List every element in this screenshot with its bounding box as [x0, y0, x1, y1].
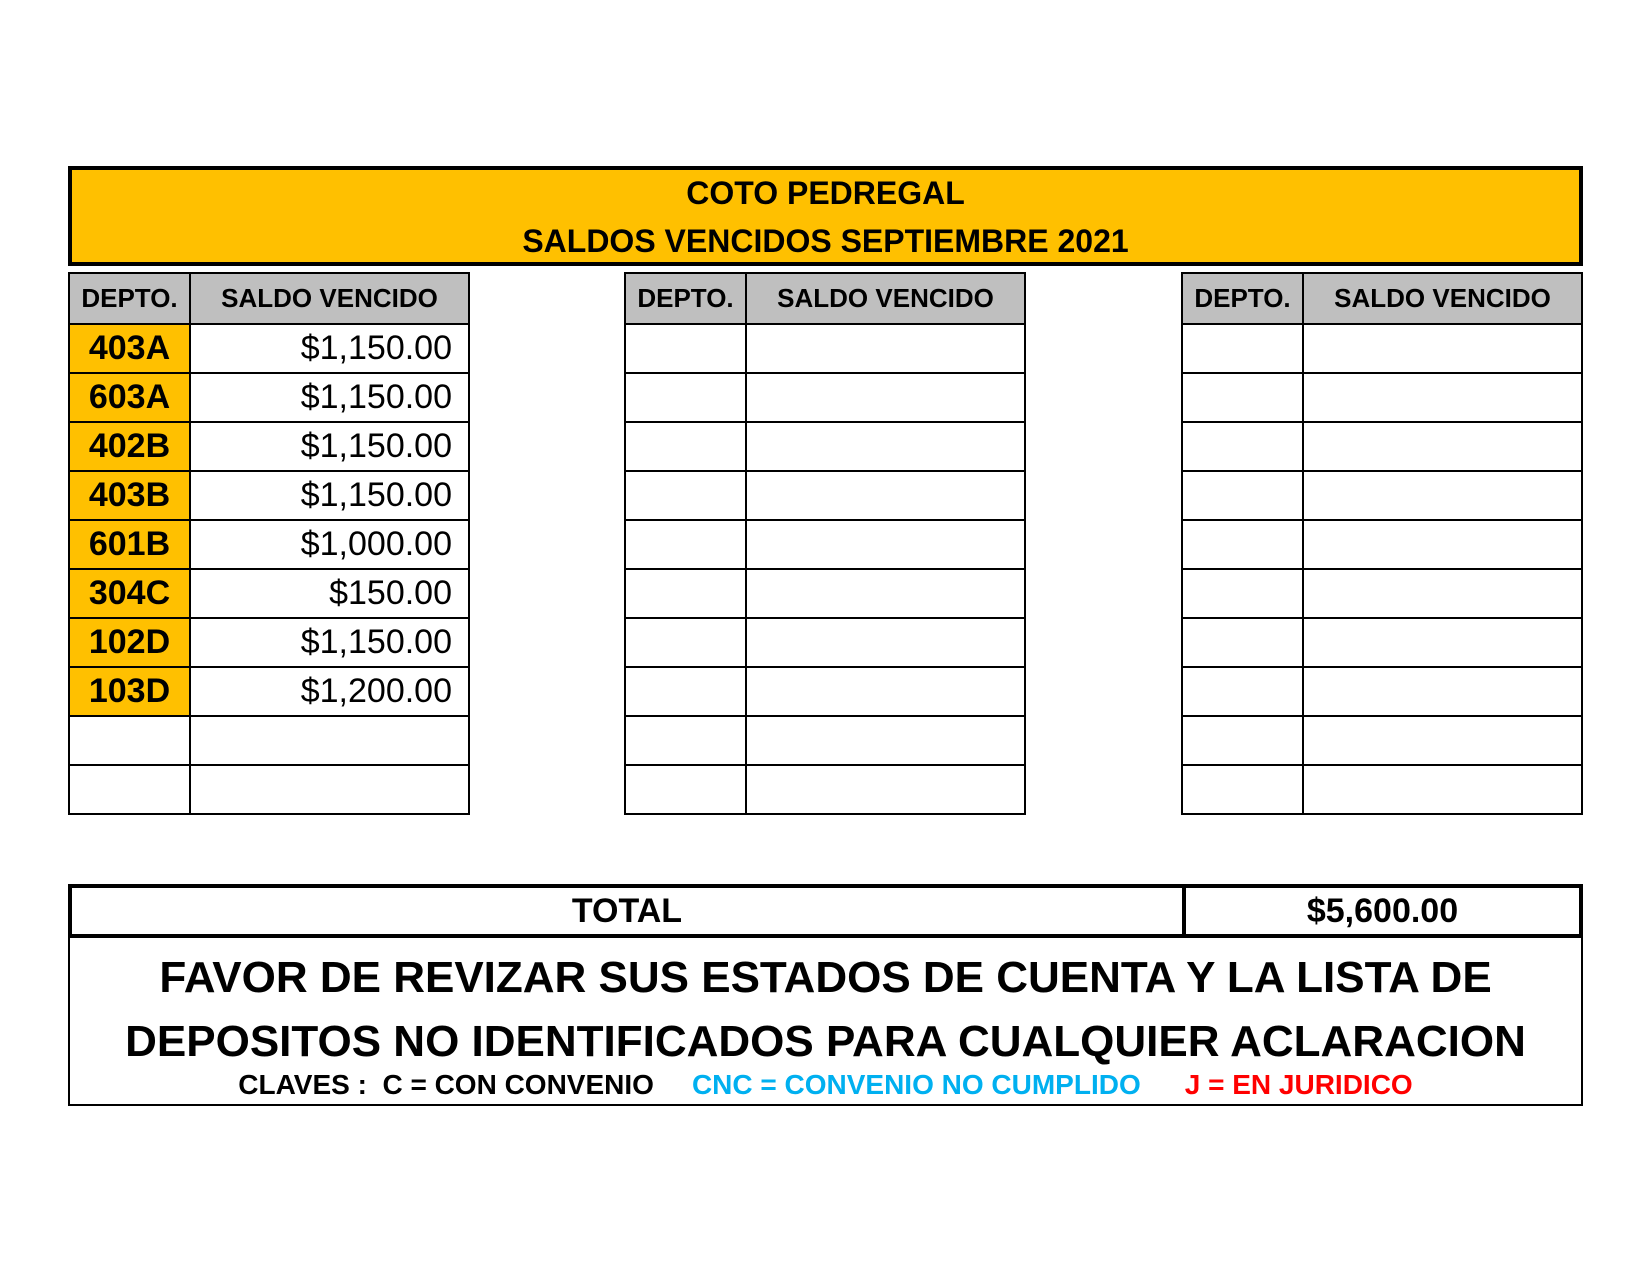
saldo-cell [1303, 471, 1582, 520]
balances-table-3 [1181, 272, 1583, 815]
table-row-empty [1182, 765, 1582, 814]
total-row [68, 884, 1583, 938]
table-row-empty [1182, 324, 1582, 373]
total-label: TOTAL [72, 888, 1186, 934]
depto-cell [625, 324, 746, 373]
saldo-cell [746, 667, 1025, 716]
depto-cell [1182, 618, 1303, 667]
saldo-cell [746, 765, 1025, 814]
depto-cell [1182, 569, 1303, 618]
notice-line-2: DEPOSITOS NO IDENTIFICADOS PARA CUALQUIER ACLARACION [125, 1017, 1526, 1066]
header-saldo: SALDO VENCIDO [1303, 273, 1582, 324]
table-row-empty [1182, 373, 1582, 422]
table-row-empty [69, 716, 469, 765]
saldo-cell [746, 373, 1025, 422]
header-depto: DEPTO. [625, 273, 746, 324]
table-row-empty [625, 520, 1025, 569]
table-row-empty [625, 422, 1025, 471]
saldo-cell: $1,150.00 [190, 471, 469, 520]
depto-cell [1182, 373, 1303, 422]
table-row [69, 471, 469, 520]
table-row-empty [1182, 716, 1582, 765]
depto-cell [625, 520, 746, 569]
key-juridico: J = EN JURIDICO [1184, 1069, 1413, 1100]
header-saldo: SALDO VENCIDO [746, 273, 1025, 324]
balances-table-1 [68, 272, 470, 815]
depto-cell [625, 569, 746, 618]
depto-cell [1182, 422, 1303, 471]
depto-cell [1182, 716, 1303, 765]
table-row-empty [1182, 667, 1582, 716]
table-row-empty [1182, 618, 1582, 667]
notice-text [70, 946, 1581, 1074]
depto-cell [625, 716, 746, 765]
table-row-empty [1182, 471, 1582, 520]
table-header-row [625, 273, 1025, 324]
saldo-cell [1303, 716, 1582, 765]
legend-keys [70, 1068, 1581, 1102]
saldo-cell: $1,150.00 [190, 373, 469, 422]
title-line-1: COTO PEDREGAL [686, 175, 965, 211]
table-row [69, 667, 469, 716]
depto-cell [1182, 324, 1303, 373]
depto-cell: 103D [69, 667, 190, 716]
saldo-cell [1303, 667, 1582, 716]
saldo-cell: $1,150.00 [190, 324, 469, 373]
table-row-empty [69, 765, 469, 814]
table-row [69, 422, 469, 471]
key-convenio-no-cumplido: CNC = CONVENIO NO CUMPLIDO [691, 1069, 1141, 1100]
saldo-cell [1303, 422, 1582, 471]
table-row-empty [625, 716, 1025, 765]
table-row-empty [1182, 569, 1582, 618]
depto-cell: 402B [69, 422, 190, 471]
notice-line-1: FAVOR DE REVIZAR SUS ESTADOS DE CUENTA Y LA LISTA DE [159, 953, 1492, 1002]
saldo-cell [746, 471, 1025, 520]
saldo-cell [1303, 373, 1582, 422]
saldo-cell [746, 716, 1025, 765]
header-saldo: SALDO VENCIDO [190, 273, 469, 324]
saldo-cell: $150.00 [190, 569, 469, 618]
saldo-cell: $1,150.00 [190, 422, 469, 471]
depto-cell: 603A [69, 373, 190, 422]
table-row-empty [625, 569, 1025, 618]
title-line-2: SALDOS VENCIDOS SEPTIEMBRE 2021 [522, 223, 1129, 259]
title-banner [68, 166, 1583, 266]
table-row [69, 520, 469, 569]
saldo-cell: $1,150.00 [190, 618, 469, 667]
table-row [69, 618, 469, 667]
table-row-empty [625, 618, 1025, 667]
depto-cell: 403A [69, 324, 190, 373]
table-row-empty [625, 765, 1025, 814]
header-depto: DEPTO. [1182, 273, 1303, 324]
depto-cell [1182, 667, 1303, 716]
table-row-empty [625, 471, 1025, 520]
saldo-cell [1303, 765, 1582, 814]
table-row-empty [625, 324, 1025, 373]
saldo-cell [1303, 618, 1582, 667]
table-row-empty [625, 667, 1025, 716]
summary-box [68, 884, 1583, 1106]
saldo-cell: $1,000.00 [190, 520, 469, 569]
table-header-row [69, 273, 469, 324]
header-depto: DEPTO. [69, 273, 190, 324]
depto-cell [625, 373, 746, 422]
depto-cell [1182, 471, 1303, 520]
table-row [69, 324, 469, 373]
depto-cell: 102D [69, 618, 190, 667]
saldo-cell [190, 716, 469, 765]
depto-cell [625, 667, 746, 716]
depto-cell [625, 471, 746, 520]
total-value: $5,600.00 [1306, 892, 1459, 930]
saldo-cell [746, 569, 1025, 618]
depto-cell [69, 716, 190, 765]
saldo-cell [746, 618, 1025, 667]
saldo-cell [746, 422, 1025, 471]
depto-cell [625, 422, 746, 471]
table-row-empty [1182, 422, 1582, 471]
depto-cell: 403B [69, 471, 190, 520]
depto-cell [625, 765, 746, 814]
table-row [69, 569, 469, 618]
saldo-cell [746, 520, 1025, 569]
saldo-cell: $1,200.00 [190, 667, 469, 716]
table-header-row [1182, 273, 1582, 324]
depto-cell: 601B [69, 520, 190, 569]
depto-cell [625, 618, 746, 667]
saldo-cell [1303, 324, 1582, 373]
depto-cell [1182, 520, 1303, 569]
depto-cell [1182, 765, 1303, 814]
depto-cell: 304C [69, 569, 190, 618]
table-row [69, 373, 469, 422]
saldo-cell [1303, 520, 1582, 569]
key-convenio: CLAVES : C = CON CONVENIO [238, 1069, 654, 1100]
balances-table-2 [624, 272, 1026, 815]
table-row-empty [625, 373, 1025, 422]
table-row-empty [1182, 520, 1582, 569]
saldo-cell [190, 765, 469, 814]
depto-cell [69, 765, 190, 814]
saldo-cell [1303, 569, 1582, 618]
saldo-cell [746, 324, 1025, 373]
